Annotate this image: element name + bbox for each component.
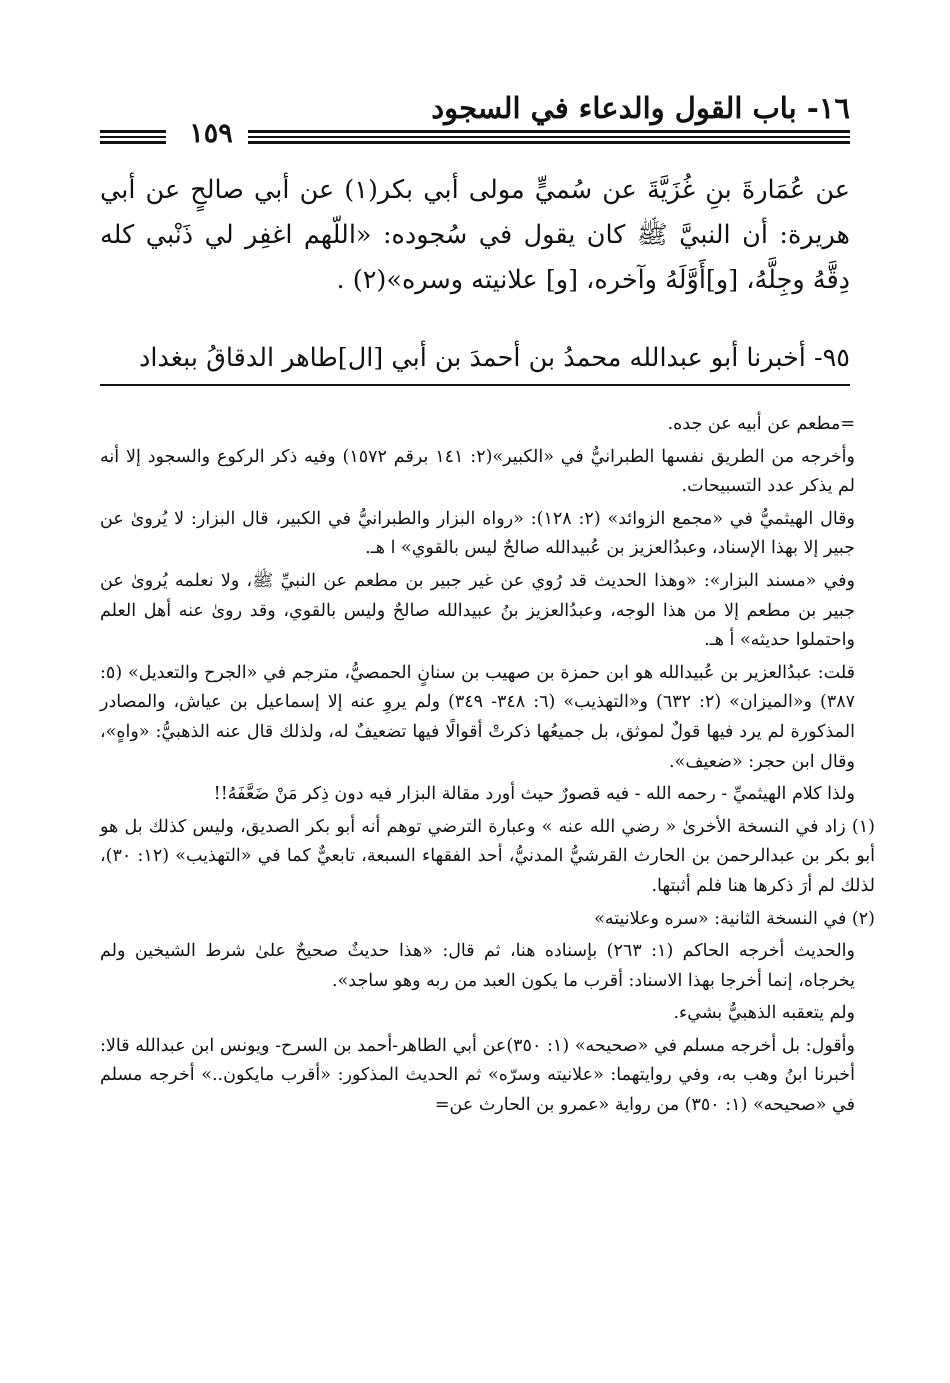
main-paragraph: عن عُمَارةَ بنِ غُزَيَّةَ عن سُميٍّ مولى أبي بكر(١) عن أبي صالحٍ عن أبي هريرة: أن النبيَّ ﷺ كان يقول في سُجوده: «اللّهم اغفِر لي ذَنْبي كله دِقَّهُ وجِلَّهُ، [و]أَوَّلَهُ وآخره، [و] علانيته وسره»(٢) . (100, 175, 850, 295)
hadith-heading: ٩٥- أخبرنا أبو عبدالله محمدُ بن أحمدَ بن أبي [ال]طاهر الدقاقُ ببغداد (100, 338, 850, 386)
header-rule-long (248, 130, 850, 144)
header-rule-short (100, 130, 166, 144)
page-number: ١٥٩ (189, 118, 233, 149)
footnote-paragraph: والحديث أخرجه الحاكم (١: ٢٦٣) بإسناده هنا، ثم قال: «هذا حديثٌ صحيحٌ علىٰ شرط الشيخين ولم يخرجاه، إنما أخرجا بهذا الاسناد: أقرب ما يكون العبد من ربه وهو ساجد». (100, 941, 855, 991)
main-text (100, 168, 850, 303)
footnote-paragraph: =مطعم عن أبيه عن جده. (667, 414, 855, 434)
footnotes (100, 410, 875, 1124)
footnote-1: (١) زاد في النسخة الأخرىٰ « رضي الله عنه » وعبارة الترضي توهم أنه أبو بكر الصديق، وليس كذلك بل هو أبو بكر بن عبدالرحمن بن الحارث القرشيُّ المدنيُّ، أحد الفقهاء السبعة، تابعيٌّ كما في «التهذيب» (١٢: ٣٠)، لذلك لم أرَ ذكرها هنا فلم أثبتها. (100, 816, 875, 896)
footnote-paragraph: وفي «مسند البزار»: «وهذا الحديث قد رُوي عن غير جبير بن مطعم عن النبيِّ ﷺ، ولا نعلمه يُروىٰ عن جبير بن مطعم إلا من هذا الوجه، وعبدُالعزيز بنُ عبيدالله صالحٌ وليس بالقوي، وقد روىٰ عنه أهل العلم واحتملوا حديثه» أ هـ. (100, 570, 855, 651)
footnote-paragraph: وأخرجه من الطريق نفسها الطبرانيُّ في «الكبير»(٢: ١٤١ برقم ١٥٧٢) وفيه ذكر الركوع والسجود إلا أنه لم يذكر عدد التسبيحات. (100, 446, 855, 497)
footnote-paragraph: قلت: عبدُالعزير بن عُبيدالله هو ابن حمزة بن صهيب بن سنانٍ الحمصيُّ، مترجم في «الجرح والتعديل» (٥: ٣٨٧) و«الميزان» (٢: ٦٣٢) و«التهذيب» (٦: ٣٤٨- ٣٤٩) ولم يروِ عنه إلا إسماعيل بن عياش، والمصادر المذكورة لم يرد فيها قولٌ لموثق، بل جميعُها ذكرتْ أقوالًا فيها تضعيفٌ له، ولذلك قال عنه الذهبيُّ: «واهٍ»، وقال ابن حجر: «ضعيف». (100, 662, 856, 772)
footnote-paragraph: ولذا كلام الهيثميِّ - رحمه الله - فيه قصورٌ حيث أورد مقالة البزار فيه دون ذِكر مَنْ ضَعَّفَهُ!! (213, 784, 855, 805)
footnote-2: (٢) في النسخة الثانية: «سره وعلانيته» (594, 908, 875, 929)
footnote-paragraph: ولم يتعقبه الذهبيُّ بشيء. (673, 1003, 855, 1024)
page-header (100, 88, 850, 150)
running-title: ١٦- باب القول والدعاء في السجود (431, 91, 850, 125)
footnote-paragraph: وأقول: بل أخرجه مسلم في «صحيحه» (١: ٣٥٠)عن أبي الطاهر-أحمد بن السرح- ويونس ابن عبدالله قالا: أخبرنا ابنُ وهب به، وفي روايتهما: «علانيته وسرّه» ثم الحديث المذكور: «أقرب مايكون..» أخرجه مسلم في «صحيحه» (١: ٣٥٠) من رواية «عمرو بن الحارث عن= (100, 1035, 855, 1116)
header-rule (100, 118, 850, 149)
footnote-paragraph: وقال الهيثميُّ في «مجمع الزوائد» (٢: ١٢٨): «رواه البزار والطبرانيُّ في الكبير، قال البزار: لا يُروىٰ عن جبير إلا بهذا الإسناد، وعبدُالعزيز بن عُبيدالله صالحٌ ليس بالقوي» ا هـ. (100, 508, 855, 559)
